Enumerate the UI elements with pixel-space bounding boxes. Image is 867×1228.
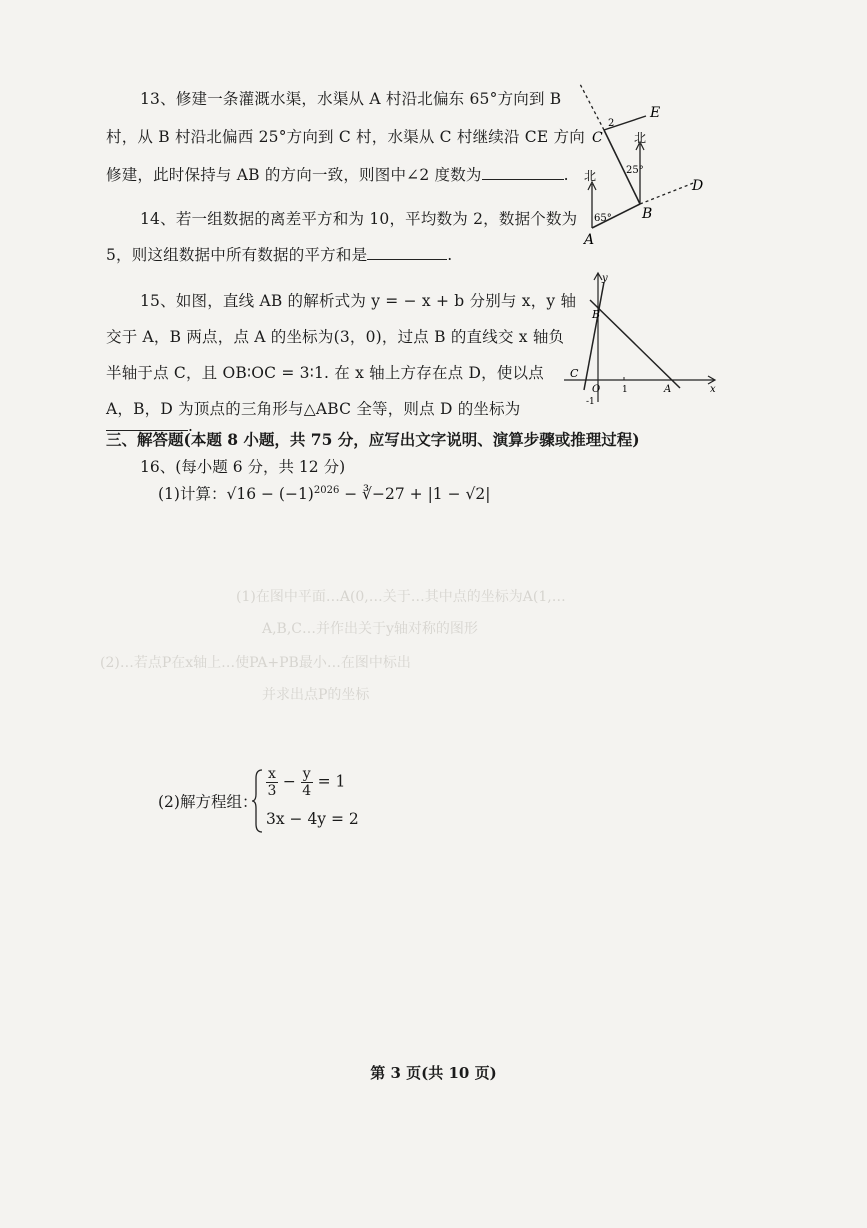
q16-title: 16、(每小题 6 分，共 12 分) xyxy=(140,458,346,476)
eq1-num1: x xyxy=(268,766,276,782)
label-c: C xyxy=(570,367,579,380)
label-b: B xyxy=(592,308,601,321)
label-a: A xyxy=(584,232,595,248)
equation-1 xyxy=(266,766,345,799)
label-o: O xyxy=(592,384,601,395)
q16-part1-exponent: 2026 xyxy=(313,484,340,496)
q14-answer-blank[interactable] xyxy=(367,241,447,260)
label-y: y xyxy=(602,273,608,284)
label-a: A xyxy=(664,384,672,395)
label-d: D xyxy=(692,178,704,194)
dashed-line-bd xyxy=(640,182,696,204)
bleed-text-4: 并求出点P的坐标 xyxy=(262,687,370,703)
label-e: E xyxy=(650,105,661,121)
eq1-minus: − xyxy=(282,772,296,791)
label-x: x xyxy=(710,384,716,395)
q15-end: . xyxy=(188,417,194,435)
label-neg-1: -1 xyxy=(586,397,595,407)
q13-line2: 村，从 B 村沿北偏西 25°方向到 C 村，水渠从 C 村继续沿 CE 方向 xyxy=(106,128,585,146)
dashed-north-line-c xyxy=(580,84,604,130)
q13-line3 xyxy=(106,156,569,194)
q15-coordinate-figure xyxy=(560,270,720,410)
q16-part1 xyxy=(158,482,490,504)
q16-part1-rest: − ∛−27 + |1 − √2| xyxy=(339,485,491,503)
q14-end: . xyxy=(447,246,453,264)
q13-end: . xyxy=(563,166,569,184)
q16-part1-label: (1)计算： xyxy=(158,485,227,503)
label-b: B xyxy=(642,206,653,222)
page-footer: 第 3 页(共 10 页) xyxy=(370,1064,497,1082)
label-angle-65: 65° xyxy=(594,213,612,224)
q13-line1: 13、修建一条灌溉水渠，水渠从 A 村沿北偏东 65°方向到 B xyxy=(140,90,562,108)
q13-direction-figure xyxy=(570,80,720,250)
q15-line3: 半轴于点 C，且 OB∶OC = 3∶1. 在 x 轴上方存在点 D，使以点 xyxy=(106,364,544,382)
label-tick-1: 1 xyxy=(622,385,628,395)
eq1-den1: 3 xyxy=(267,783,277,799)
fraction-y-over-4 xyxy=(301,766,313,799)
equation-2: 3x − 4y = 2 xyxy=(266,810,359,828)
bleed-text-2: A,B,C…并作出关于y轴对称的图形 xyxy=(262,621,478,637)
q15-line2: 交于 A，B 两点，点 A 的坐标为(3，0)，过点 B 的直线交 x 轴负 xyxy=(106,328,565,346)
eq1-den2: 4 xyxy=(302,783,312,799)
q16-part2-label: (2)解方程组： xyxy=(158,793,258,811)
q13-line3-text: 修建，此时保持与 AB 的方向一致，则图中∠2 度数为 xyxy=(106,166,482,184)
q14-line2-text: 5，则这组数据中所有数据的平方和是 xyxy=(106,246,368,264)
q14-line1: 14、若一组数据的离差平方和为 10，平均数为 2，数据个数为 xyxy=(140,210,578,228)
bleed-text-3: (2)…若点P在x轴上…使PA+PB最小…在图中标出 xyxy=(100,655,411,671)
bleed-text-1: (1)在图中平面…A(0,…关于…其中点的坐标为A(1,… xyxy=(236,589,566,605)
line-bc xyxy=(584,282,604,390)
q14-line2 xyxy=(106,236,452,274)
label-angle-2: 2 xyxy=(608,118,615,129)
left-brace-icon xyxy=(252,768,264,834)
q13-answer-blank[interactable] xyxy=(482,161,564,180)
section3-title: 三、解答题(本题 8 小题，共 75 分，应写出文字说明、演算步骤或推理过程) xyxy=(106,430,640,449)
label-c: C xyxy=(592,130,603,146)
q15-line1: 15、如图，直线 AB 的解析式为 y = − x + b 分别与 x，y 轴 xyxy=(140,292,577,310)
label-angle-25: 25° xyxy=(626,165,644,176)
label-north-b: 北 xyxy=(634,131,647,145)
q15-line4: A，B，D 为顶点的三角形与△ABC 全等，则点 D 的坐标为 xyxy=(106,400,521,418)
eq1-num2: y xyxy=(302,766,311,782)
fraction-x-over-3 xyxy=(266,766,278,799)
q16-part1-expr: √16 − (−1) xyxy=(226,485,314,503)
label-north-a: 北 xyxy=(584,169,597,183)
eq1-rhs: = 1 xyxy=(317,772,346,791)
line-ab xyxy=(590,300,680,388)
